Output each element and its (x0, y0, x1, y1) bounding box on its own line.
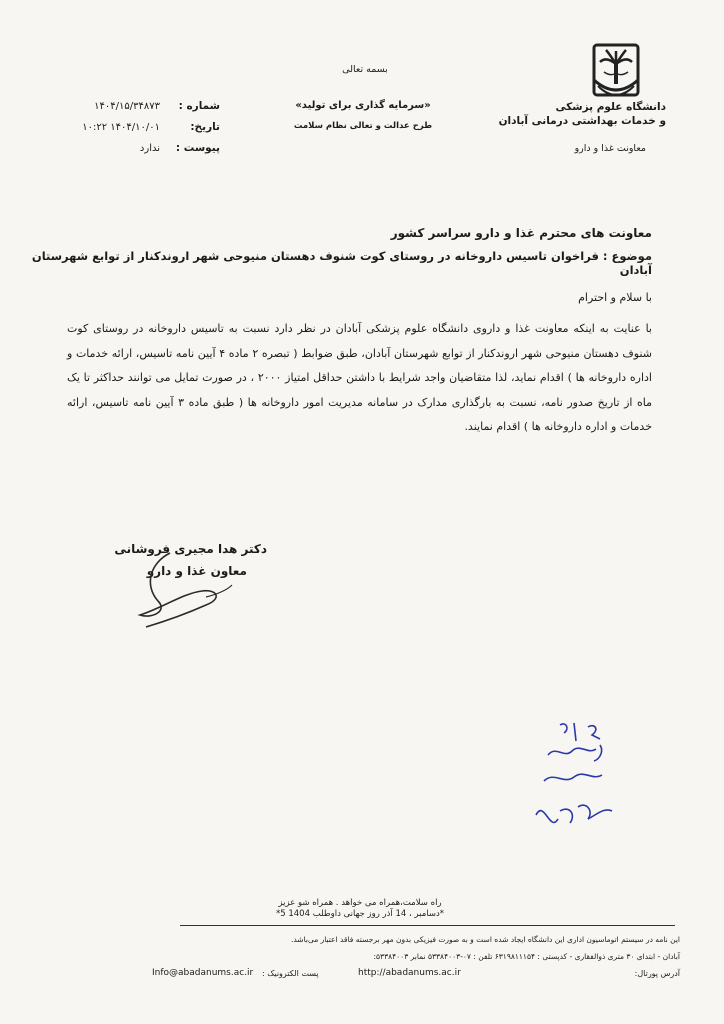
recipient: معاونت های محترم غذا و دارو سراسر کشور (390, 226, 652, 240)
basmala: بسمه تعالی (342, 64, 388, 75)
slogan-subtitle: طرح عدالت و تعالی نظام سلامت (293, 121, 433, 131)
year-slogan: «سرمایه گذاری برای تولید» (295, 100, 431, 111)
letter-number: ۱۴۰۴/۱۵/۳۴۸۷۳ (94, 101, 160, 112)
department-name: معاونت غذا و دارو (574, 143, 646, 154)
university-name-line2: و خدمات بهداشتی درمانی آبادان (498, 115, 666, 127)
attachment-value: ندارد (139, 143, 160, 154)
number-label: شماره : (178, 100, 220, 112)
attachment-label: پیوست : (175, 142, 220, 154)
letter-meta-values (70, 96, 160, 159)
university-emblem-icon (586, 42, 646, 102)
greeting: با سلام و احترام (578, 291, 652, 304)
footer-slogan-line2: *دسامبر ، 14 آذر روز جهانی داوطلب 1404 5* (275, 909, 444, 919)
email-link[interactable]: Info@abadanums.ac.ir (152, 968, 254, 978)
footer-slogan (260, 898, 460, 920)
contact-row (140, 968, 680, 982)
portal-link[interactable]: http://abadanums.ac.ir (358, 968, 461, 978)
validity-notice: این نامه در سیستم اتوماسیون اداری این دانشگاه ایجاد شده است و به صورت فیزیکی بدون مهر برجسته فاقد اعتبار می‌باشد. (290, 935, 680, 944)
letter-body: با عنایت به اینکه معاونت غذا و داروی دانشگاه علوم پزشکی آبادان در نظر دارد نسبت به تاسیس داروخانه در روستای کوت شنوف دهستان منیوحی شهر اروندکنار از توابع شهرستان آبادان، طبق ضوابط ( تبصره ۲ ماده ۴ آیین نامه تاسیس، ارائه خدمات و اداره داروخانه ها ) اقدام نماید، لذا متقاضیان واجد شرایط با داشتن حداقل امتیاز ۲۰۰۰ ، در صورت تمایل می توانند حداکثر تا یک ماه از تاریخ صدور نامه، نسبت به بارگذاری مدارک در سامانه مدیریت امور داروخانه ها ( طبق ماده ۳ آیین نامه تاسیس، ارائه خدمات و اداره داروخانه ها ) اقدام نمایند. (67, 322, 653, 433)
university-name (496, 100, 666, 128)
email-label: پست الکترونیک : (262, 969, 319, 978)
date-label: تاریخ: (190, 121, 220, 133)
letter-meta-labels (160, 96, 220, 159)
postal-address: آبادان - ابتدای ۳۰ متری ذوالفقاری - کدپستی : ۶۳۱۹۸۱۱۱۵۴ تلفن : ۰۷-۵۳۳۸۴۰۰۳ نمابر ۵۳۳۸۴۰۰۳: (373, 952, 680, 961)
handwritten-note (530, 715, 620, 845)
footer-slogan-line1: راه سلامت،همراه می خواهد . همراه شو عزیز (278, 898, 442, 908)
letter-date: ۱۴۰۴/۱۰/۰۱ ۱۰:۲۲ (82, 122, 160, 133)
portal-label: آدرس پورتال: (634, 969, 680, 978)
handwritten-signature (110, 545, 245, 635)
subject-line: موضوع : فراخوان تاسیس داروخانه در روستای کوت شنوف دهستان منیوحی شهر اروندکنار از توابع شهرستان آبادان (31, 249, 652, 277)
university-name-line1: دانشگاه علوم پزشکی (555, 101, 666, 113)
signatory-title: معاون غذا و دارو (146, 564, 247, 578)
signatory-name: دکتر هدا مجیری فروشانی (114, 542, 267, 556)
footer-divider (180, 925, 675, 926)
